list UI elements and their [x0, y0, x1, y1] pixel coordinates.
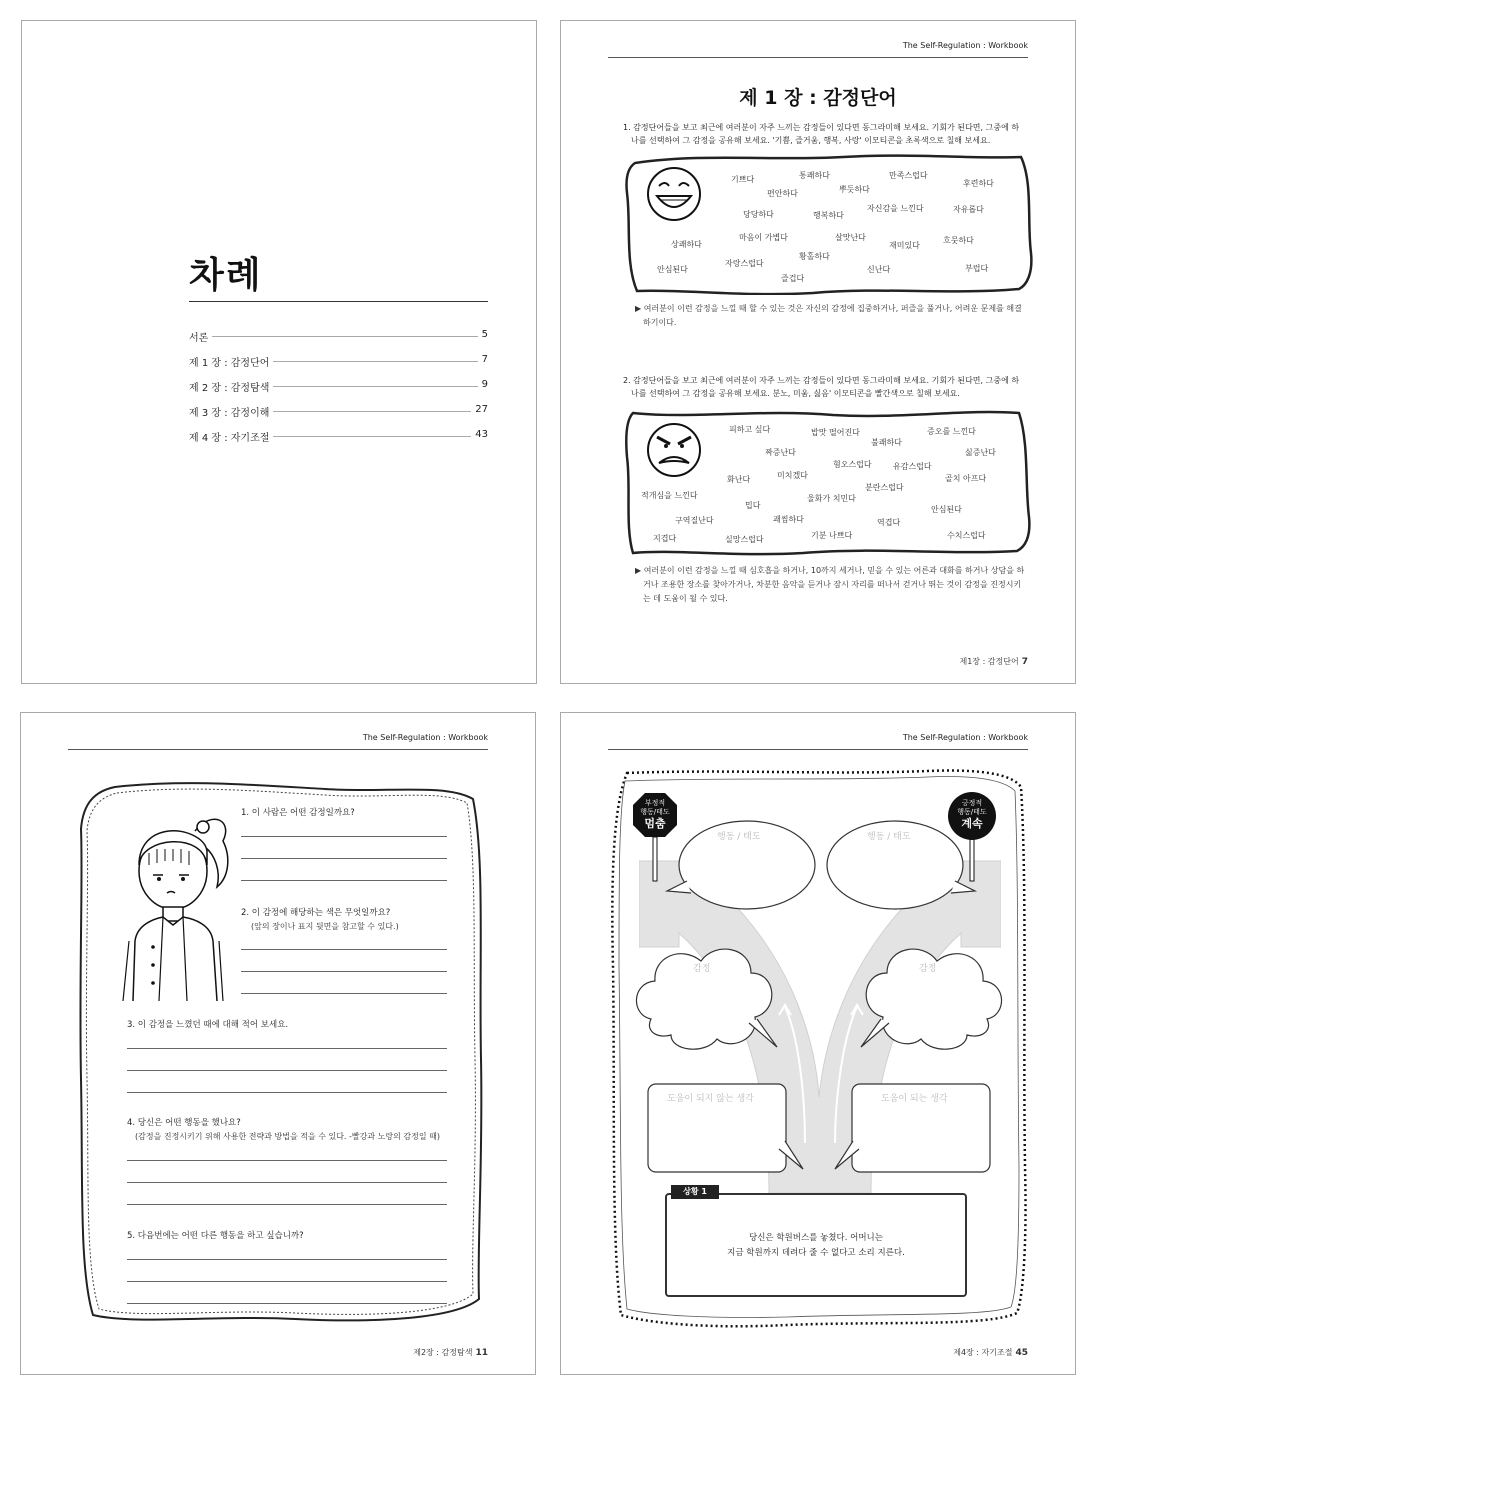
positive-emotion-word[interactable]: 재미있다 — [889, 241, 920, 250]
page-header: The Self-Regulation : Workbook — [608, 733, 1028, 750]
negative-emotion-word[interactable]: 역겹다 — [877, 518, 901, 527]
answer-line[interactable] — [127, 1259, 447, 1260]
q4-text: 4. 당신은 어떤 행동을 했나요? — [127, 1118, 241, 1128]
emotion-cloud-left — [631, 939, 781, 1055]
situation-tab: 상황 1 — [671, 1185, 719, 1199]
q2-subtext: (앞의 장이나 표지 뒷면을 참고할 수 있다.) — [251, 922, 399, 931]
toc-entry-page: 43 — [471, 429, 488, 440]
toc-title-rule — [189, 301, 488, 302]
negative-emotion-word[interactable]: 밉다 — [745, 501, 761, 510]
toc-entry[interactable] — [189, 354, 488, 368]
negative-emotion-word[interactable]: 적개심을 느낀다 — [641, 491, 698, 500]
positive-emotion-word[interactable]: 안심된다 — [657, 265, 688, 274]
positive-emotion-word[interactable]: 흐뭇하다 — [943, 236, 974, 245]
q3-text: 3. 이 감정을 느꼈던 때에 대해 적어 보세요. — [127, 1020, 289, 1030]
positive-emotion-word[interactable]: 당당하다 — [743, 210, 774, 219]
toc-title: 차례 — [189, 255, 263, 296]
toc-entry-page: 7 — [478, 354, 488, 365]
toc-entry-page: 5 — [478, 329, 488, 340]
q2-text: 2. 이 감정에 해당하는 색은 무엇일까요? — [241, 908, 391, 918]
page-footer — [413, 1347, 488, 1358]
go-sign-line2: 행동/태도 — [957, 808, 987, 816]
thought-label-left: 도움이 되지 않는 생각 — [667, 1094, 754, 1104]
positive-emotion-word[interactable]: 상쾌하다 — [671, 240, 702, 249]
toc-leader-line — [189, 336, 488, 337]
footer-page-number: 11 — [475, 1348, 488, 1358]
answer-line[interactable] — [241, 949, 447, 950]
positive-emotion-word[interactable]: 후련하다 — [963, 179, 994, 188]
chapter4-diagram-page — [560, 712, 1076, 1375]
negative-emotion-word[interactable]: 증오를 느낀다 — [927, 427, 976, 436]
smiley-face-icon — [645, 164, 703, 224]
angry-face-icon — [645, 419, 703, 481]
q1-text: 1. 이 사람은 어떤 감정일까요? — [241, 808, 355, 818]
negative-emotion-word[interactable]: 지겹다 — [653, 534, 677, 543]
positive-emotion-word[interactable]: 편안하다 — [767, 189, 798, 198]
negative-emotion-word[interactable]: 피하고 싶다 — [729, 425, 771, 434]
negative-emotion-word[interactable]: 구역질난다 — [675, 516, 714, 525]
positive-emotion-word[interactable]: 만족스럽다 — [889, 171, 928, 180]
answer-line[interactable] — [127, 1048, 447, 1049]
toc-entry[interactable] — [189, 379, 488, 393]
toc-entry-label: 제 3 장 : 감정이해 — [189, 404, 273, 419]
negative-emotion-word[interactable]: 실망스럽다 — [725, 535, 764, 544]
negative-emotion-word[interactable]: 밥맛 떨어진다 — [811, 428, 860, 437]
situation-line1: 당신은 학원버스를 놓쳤다. 어머니는 — [749, 1233, 883, 1243]
stop-sign-line1: 부정적 — [644, 799, 666, 807]
answer-line[interactable] — [241, 971, 447, 972]
behavior-label-right: 행동 / 태도 — [867, 832, 911, 842]
go-sign-line1: 긍정적 — [961, 799, 983, 807]
q2-line2: 나를 선택하여 그 감정을 공유해 보세요. 분노, 미움, 싫음' 이모티콘을 빨간색으로 칠해 보세요. — [631, 389, 960, 398]
situation-line2: 지금 학원까지 데려다 줄 수 없다고 소리 지른다. — [727, 1248, 905, 1258]
toc-entry-page: 27 — [471, 404, 488, 415]
q1-line2: 나를 선택하여 그 감정을 공유해 보세요. '기쁨, 즐거움, 행복, 사랑' 이모티콘을 초록색으로 칠해 보세요. — [631, 136, 991, 145]
answer-line[interactable] — [127, 1281, 447, 1282]
negative-emotion-word[interactable]: 유감스럽다 — [893, 462, 932, 471]
emotion-label-left: 감정 — [693, 964, 711, 974]
stop-sign-line2: 행동/태도 — [640, 808, 670, 816]
answer-line[interactable] — [127, 1092, 447, 1093]
q2-line1: 2. 감정단어들을 보고 최근에 여러분이 자주 느끼는 감정들이 있다면 동그라미해 보세요. 기회가 된다면, 그중에 하 — [623, 376, 1020, 385]
positive-emotion-word[interactable]: 행복하다 — [813, 211, 844, 220]
positive-emotion-word[interactable]: 자랑스럽다 — [725, 259, 764, 268]
toc-entry[interactable] — [189, 429, 488, 443]
footer-label: 제4장 : 자기조절 — [953, 1348, 1013, 1357]
answer-line[interactable] — [241, 880, 447, 881]
negative-emotion-word[interactable]: 미치겠다 — [777, 471, 808, 480]
emotion-cloud-right — [857, 939, 1007, 1055]
positive-emotion-word[interactable]: 부럽다 — [965, 264, 989, 273]
positive-emotion-word[interactable]: 뿌듯하다 — [839, 185, 870, 194]
answer-line[interactable] — [241, 858, 447, 859]
chapter-title: 제 1 장 : 감정단어 — [739, 87, 897, 109]
positive-emotion-word[interactable]: 자신감을 느낀다 — [867, 204, 924, 213]
note1-line1: ▶ 여러분이 이런 감정을 느낄 때 할 수 있는 것은 자신의 감정에 집중하거나, 퍼즐을 풀거나, 어려운 문제를 해결 — [635, 304, 1022, 313]
toc-entry-page: 9 — [478, 379, 488, 390]
q5-text: 5. 다음번에는 어떤 다른 행동을 하고 싶습니까? — [127, 1231, 304, 1241]
footer-label: 제2장 : 감정탐색 — [413, 1348, 473, 1357]
footer-page-number: 45 — [1015, 1348, 1028, 1358]
negative-emotion-word[interactable]: 골치 아프다 — [945, 474, 987, 483]
answer-line[interactable] — [127, 1160, 447, 1161]
answer-line[interactable] — [241, 993, 447, 994]
positive-emotion-word[interactable]: 살맛난다 — [835, 233, 866, 242]
answer-line[interactable] — [127, 1303, 447, 1304]
negative-emotion-word[interactable]: 화난다 — [727, 475, 751, 484]
positive-emotion-word[interactable]: 황홀하다 — [799, 252, 830, 261]
footer-label: 제1장 : 감정단어 — [959, 657, 1019, 666]
stop-sign-word: 멈춤 — [644, 817, 666, 830]
page-header: The Self-Regulation : Workbook — [608, 41, 1028, 58]
page-footer — [953, 1347, 1028, 1358]
chapter2-worksheet-page — [20, 712, 536, 1375]
footer-page-number: 7 — [1021, 657, 1028, 667]
chapter1-page — [560, 20, 1076, 684]
sad-girl-illustration — [113, 801, 243, 1001]
negative-emotion-word[interactable]: 괘씸하다 — [773, 515, 804, 524]
note2-line1: ▶ 여러분이 이런 감정을 느낄 때 심호흡을 하거나, 10까지 세거나, 믿을 수 있는 어른과 대화를 하거나 상담을 하 — [635, 566, 1025, 575]
negative-emotion-word[interactable]: 불쾌하다 — [871, 438, 902, 447]
toc-entry-label: 제 1 장 : 감정단어 — [189, 354, 273, 369]
positive-emotion-word[interactable]: 자유롭다 — [953, 205, 984, 214]
negative-emotion-word[interactable]: 싫증난다 — [965, 448, 996, 457]
page-header: The Self-Regulation : Workbook — [68, 733, 488, 750]
answer-line[interactable] — [241, 836, 447, 837]
q1-line1: 1. 감정단어들을 보고 최근에 여러분이 자주 느끼는 감정들이 있다면 동그라미해 보세요. 기회가 된다면, 그중에 하 — [623, 123, 1020, 132]
toc-entry-label: 제 2 장 : 감정탐색 — [189, 379, 273, 394]
note1-line2: 하기이다. — [643, 318, 677, 327]
go-sign-word: 계속 — [961, 817, 983, 830]
positive-emotion-word[interactable]: 즐겁다 — [781, 274, 805, 283]
negative-emotion-word[interactable]: 울화가 치민다 — [807, 494, 856, 503]
emotion-label-right: 감정 — [919, 964, 937, 974]
note2-line3: 는 데 도움이 될 수 있다. — [643, 594, 728, 603]
answer-line[interactable] — [127, 1070, 447, 1071]
negative-emotion-word[interactable]: 분란스럽다 — [865, 483, 904, 492]
negative-emotion-word[interactable]: 안심된다 — [931, 505, 962, 514]
thought-label-right: 도움이 되는 생각 — [881, 1094, 948, 1104]
toc-entry[interactable] — [189, 404, 488, 418]
negative-emotion-word[interactable]: 짜증난다 — [765, 448, 796, 457]
answer-line[interactable] — [127, 1204, 447, 1205]
toc-entry-label: 서론 — [189, 329, 212, 344]
negative-emotion-word[interactable]: 기분 나쁘다 — [811, 531, 853, 540]
negative-emotion-word[interactable]: 혐오스럽다 — [833, 460, 872, 469]
negative-emotion-word[interactable]: 수치스럽다 — [947, 531, 986, 540]
answer-line[interactable] — [127, 1182, 447, 1183]
positive-emotion-word[interactable]: 신난다 — [867, 265, 891, 274]
note2-line2: 거나 조용한 장소를 찾아가거나, 차분한 음악을 듣거나 잠시 자리를 떠나서 걷거나 뛰는 것이 감정을 진정시키 — [643, 580, 1022, 589]
toc-entry-label: 제 4 장 : 자기조절 — [189, 429, 273, 444]
toc-entry[interactable] — [189, 329, 488, 343]
page-footer — [959, 656, 1028, 667]
q4-subtext: (감정을 진정시키기 위해 사용한 전략과 방법을 적을 수 있다. -빨강과 노랑의 감정일 때) — [135, 1132, 440, 1141]
positive-emotion-word[interactable]: 통쾌하다 — [799, 171, 830, 180]
positive-emotion-word[interactable]: 기쁘다 — [731, 175, 755, 184]
toc-page — [21, 20, 537, 684]
behavior-label-left: 행동 / 태도 — [717, 832, 761, 842]
positive-emotion-word[interactable]: 마음이 가볍다 — [739, 233, 788, 242]
